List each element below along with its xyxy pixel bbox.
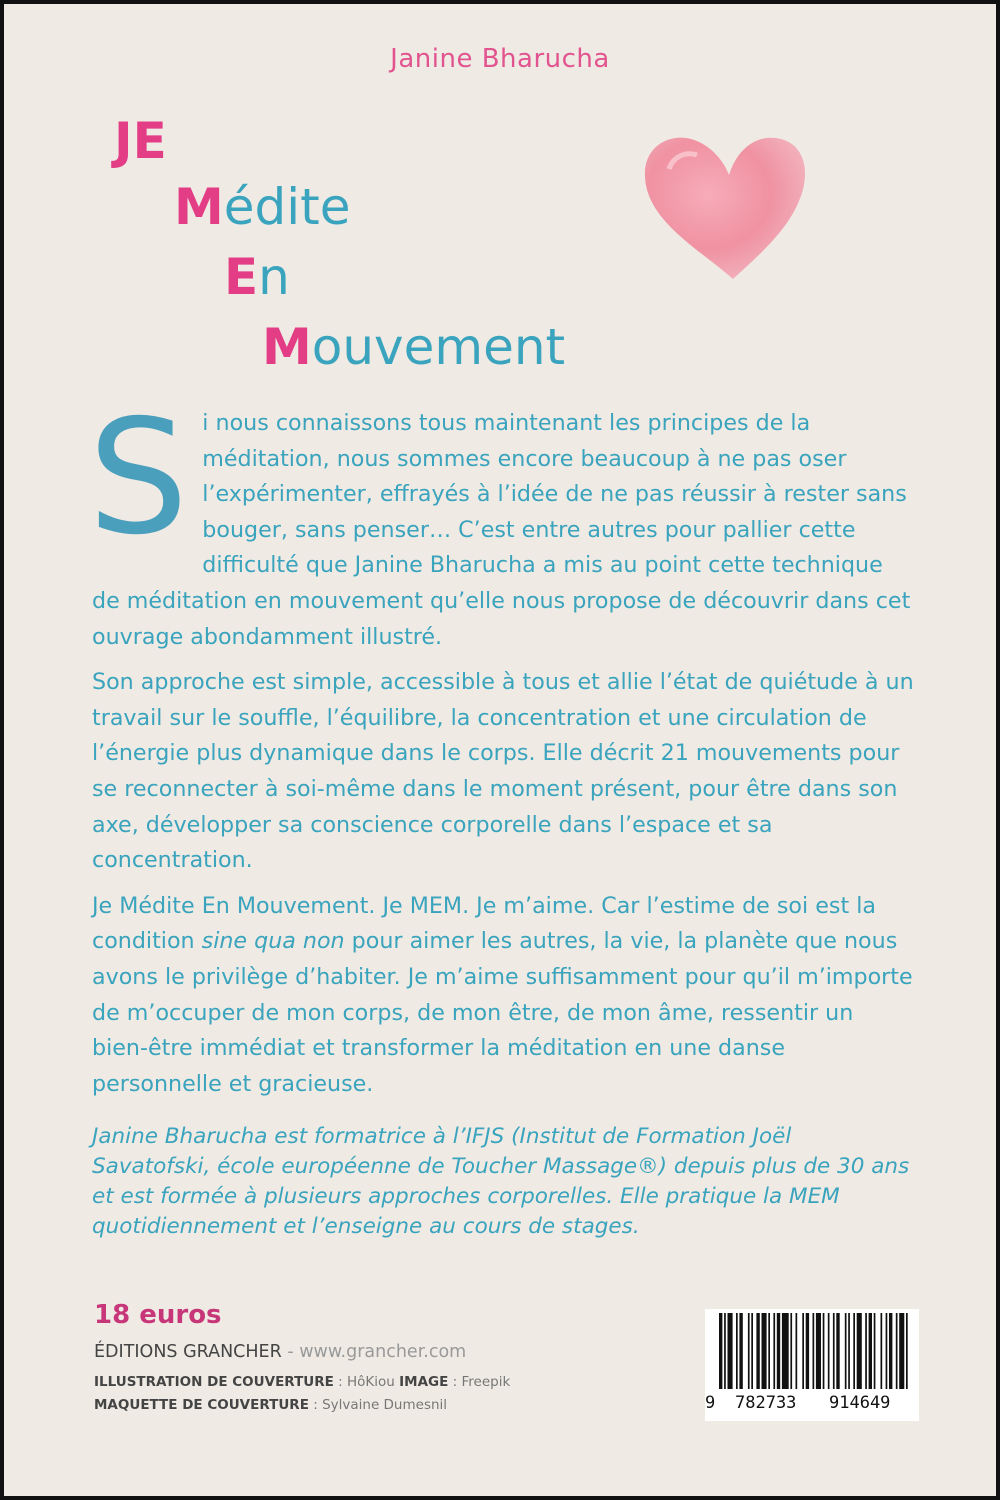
title-je: JE <box>114 112 167 170</box>
barcode-digit-1: 9 <box>705 1393 716 1413</box>
title-en: n <box>258 248 290 306</box>
barcode-bar <box>823 1313 825 1389</box>
barcode-bar <box>828 1313 830 1389</box>
barcode-bar <box>751 1313 753 1389</box>
title-cap-m: M <box>174 178 224 236</box>
author-bio: Janine Bharucha est formatrice à l’IFJS (Institut de Formation Joël Savatofski, école européenne de Toucher Massage®) depuis plus de 30 ans et est formée à plusieurs approches corporelles. Elle pratique la MEM quotidiennement et l’enseigne au cours de stages. <box>92 1124 910 1239</box>
watercolor-heart-icon <box>639 129 814 289</box>
barcode-bar <box>762 1313 767 1389</box>
barcode-bar <box>748 1313 750 1389</box>
credit-illustration <box>94 1374 510 1390</box>
layout-label: MAQUETTE DE COUVERTURE <box>94 1397 309 1413</box>
barcode-bar <box>719 1313 722 1389</box>
barcode-bar <box>736 1313 738 1389</box>
layout-value: Sylvaine Dumesnil <box>322 1397 448 1413</box>
paragraph-2: Son approche est simple, accessible à tous et allie l’état de quiétude à un travail sur le souffle, l’équilibre, la concentration et une circulation de l’énergie plus dynamique dans le corps. Elle décrit 21 mouvements pour se reconnecter à soi-même dans le moment présent, pour être dans son axe, développer sa conscience corporelle dans l’espace et sa concentration. <box>92 669 914 874</box>
barcode-bar <box>777 1313 780 1389</box>
title-mouvement: ouvement <box>311 318 566 376</box>
publisher-separator: - <box>281 1342 300 1362</box>
barcode-bar <box>896 1313 898 1389</box>
barcode-bar <box>813 1313 815 1389</box>
barcode-bars <box>705 1309 919 1393</box>
barcode-bar <box>853 1313 855 1389</box>
barcode-bar <box>728 1313 733 1389</box>
barcode-bar <box>881 1313 883 1389</box>
paragraph-3 <box>92 889 916 1103</box>
paragraph-1 <box>88 386 916 655</box>
colon: : <box>333 1374 348 1390</box>
title-cap-e: E <box>224 248 259 306</box>
publisher-line <box>94 1342 466 1362</box>
barcode-bar <box>869 1313 872 1389</box>
paragraph-3-text-a: Je Médite En Mouvement. Je MEM. Je m’aime. Car l’estime de soi est la condition <box>92 892 876 955</box>
barcode-bar <box>845 1313 847 1389</box>
barcode-digits-3: 914649 <box>829 1393 891 1413</box>
barcode-bar <box>802 1313 804 1389</box>
image-label: IMAGE <box>399 1374 449 1390</box>
barcode-bar <box>865 1313 867 1389</box>
barcode-bar <box>874 1313 876 1389</box>
image-value: Freepik <box>461 1374 511 1390</box>
publisher-url: www.grancher.com <box>299 1342 467 1362</box>
barcode-bar <box>816 1313 821 1389</box>
barcode-bar <box>790 1313 792 1389</box>
title-line-en <box>224 248 290 306</box>
barcode-bar <box>836 1313 839 1389</box>
barcode-bar <box>848 1313 850 1389</box>
paragraph-3-italic: sine qua non <box>201 928 345 955</box>
barcode-bar <box>782 1313 789 1389</box>
barcode-bar <box>724 1313 726 1389</box>
price: 18 euros <box>94 1300 222 1330</box>
title-cap-m2: M <box>262 318 312 376</box>
barcode-bar <box>756 1313 759 1389</box>
barcode-bar <box>906 1313 908 1389</box>
barcode-bar <box>806 1313 809 1389</box>
barcode-bar <box>739 1313 742 1389</box>
barcode-bar <box>899 1313 904 1389</box>
paragraph-1-text: i nous connaissons tous maintenant les principes de la méditation, nous sommes encore beaucoup à ne pas oser l’expérimenter, effrayés à l’idée de ne pas réussir à rester sans bouger, sans penser… C’est entre autres pour pallier cette difficulté que Janine Bharucha a mis au point cette technique de méditation en mouvement qu’elle nous propose de découvrir dans cet ouvrage abondamment illustré. <box>92 410 911 650</box>
barcode-bar <box>857 1313 862 1389</box>
barcode-bar <box>768 1313 770 1389</box>
barcode-bar <box>796 1313 798 1389</box>
title-line-medite <box>174 178 351 236</box>
title-line-mouvement <box>262 318 566 376</box>
illustration-label: ILLUSTRATION DE COUVERTURE <box>94 1374 334 1390</box>
colon: : <box>448 1374 462 1390</box>
illustration-value: HôKiou <box>347 1374 395 1390</box>
credit-layout <box>94 1397 447 1413</box>
barcode-bar <box>773 1313 775 1389</box>
title-line-je <box>114 112 167 170</box>
barcode-bar <box>886 1313 888 1389</box>
author-name: Janine Bharucha <box>390 44 610 74</box>
barcode-bar <box>833 1313 835 1389</box>
barcode-digits-2: 782733 <box>735 1393 797 1413</box>
barcode-bar <box>889 1313 892 1389</box>
title-medite: édite <box>223 178 351 236</box>
colon: : <box>308 1397 323 1413</box>
description-body <box>88 386 916 1112</box>
publisher-name: ÉDITIONS GRANCHER <box>94 1342 282 1362</box>
isbn-barcode <box>705 1309 919 1421</box>
paragraph-3-text-b: pour aimer les autres, la vie, la planète que nous avons le privilège d’habiter. Je m’aime suffisamment pour qu’il m’importe de m’occuper de mon corps, de mon être, de mon âme, ressentir un bien-être immédiat et transformer la méditation en une danse personnelle et gracieuse. <box>92 928 913 1097</box>
drop-cap: S <box>88 386 189 570</box>
